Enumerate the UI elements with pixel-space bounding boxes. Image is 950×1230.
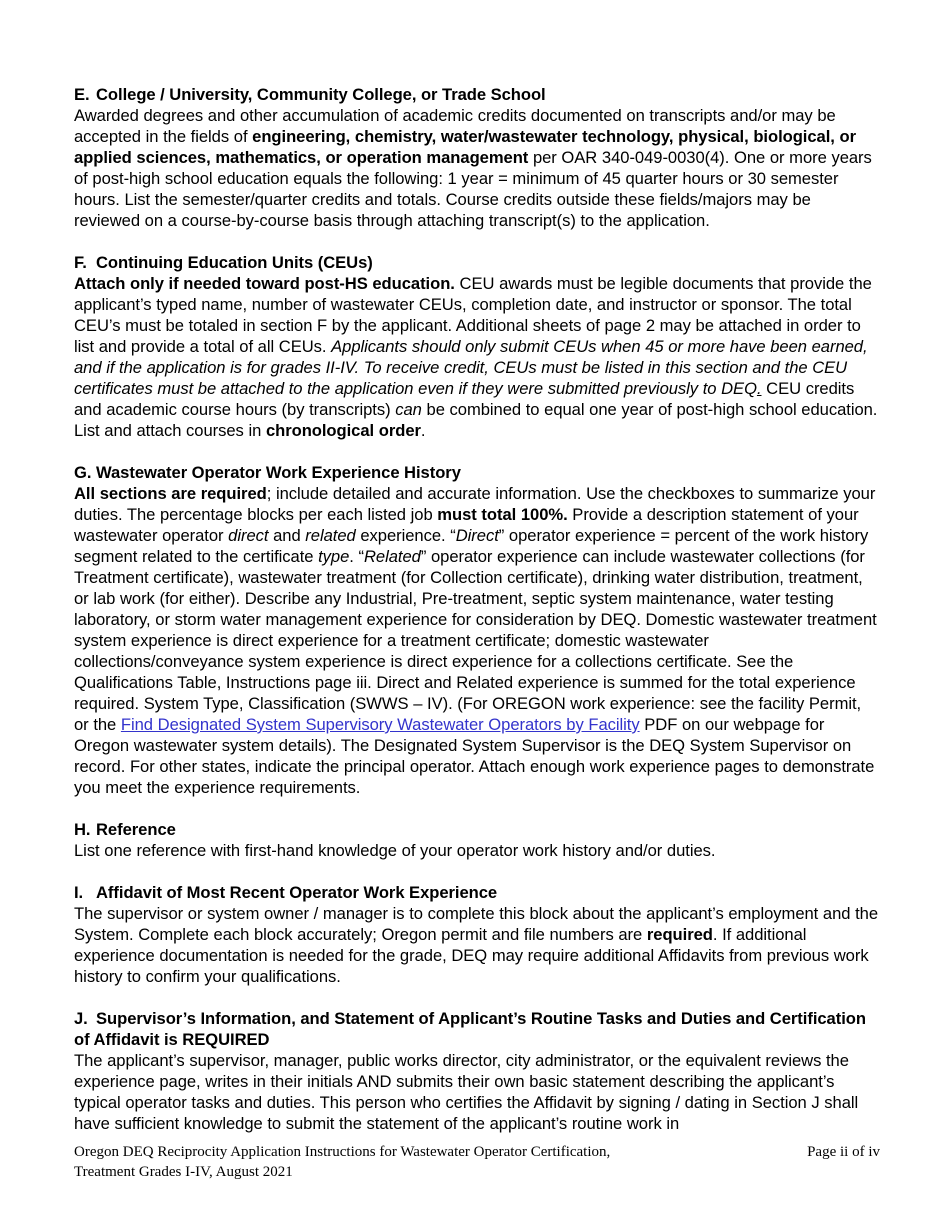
section-g-bold-total: must total 100%.	[437, 505, 568, 524]
section-j-letter: J.	[74, 1009, 88, 1028]
section-g-bold-required: All sections are required	[74, 484, 267, 503]
section-g-text-7: ” operator experience can include wastewater collections (for Treatment certificate), wastewater treatment (for Collection certificate), drinking water distribution, treatment, or lab work (for either). Describe any Industrial, Pre-treatment, septic system maintenance, water testing laboratory, or storm water management experience for consideration by DEQ. Domestic wastewater treatment system experience is direct experience for a treatment certificate; domestic wastewater collections/conveyance system experience is direct experience for a collections certificate. See the Qualifications Table, Instructions page iii. Direct and Related experience is summed for the total experience required. System Type, Classification (SWWS – IV). (For OREGON work experience: see the facility Permit, or the	[74, 547, 877, 734]
section-h-heading	[74, 819, 880, 840]
find-designated-system-supervisors-link[interactable]: Find Designated System Supervisory Wastewater Operators by Facility	[120, 715, 640, 734]
section-f-text-2: CEU credits and academic course hours (by transcripts)	[74, 379, 855, 419]
section-f-italic-can: can	[395, 400, 422, 419]
section-g-italic-direct-quoted: Direct	[455, 526, 499, 545]
section-f-letter: F.	[74, 253, 87, 272]
section-g	[74, 462, 880, 798]
section-g-text-5: ” operator experience = percent of the work history segment related to the certificate	[74, 526, 869, 566]
section-e	[74, 84, 880, 231]
section-i-paragraph	[74, 903, 880, 987]
section-e-bold-fields: engineering, chemistry, water/wastewater technology, physical, biological, or applied sciences, mathematics, or operation management	[74, 127, 856, 167]
section-f-paragraph	[74, 273, 880, 441]
section-i-text-1: The supervisor or system owner / manager is to complete this block about the applicant’s employment and the System. Complete each block accurately; Oregon permit and file numbers are	[74, 904, 879, 944]
section-f-italic-note: Applicants should only submit CEUs when 45 or more have been earned, and if the application is for grades II-IV. To receive credit, CEUs must be listed in this section and the CEU certificates must be attached to the application even if they were submitted previously to DEQ	[74, 337, 868, 398]
section-e-text-2: per OAR 340-049-0030(4). One or more years of post-high school education equals the following: 1 year = minimum of 45 quarter hours or 30 semester hours. List the semester/quarter credits and totals. Course credits outside these fields/majors may be reviewed on a course-by-course basis through attaching transcript(s) to the application.	[74, 148, 872, 230]
section-i	[74, 882, 880, 987]
section-g-title: Wastewater Operator Work Experience History	[96, 463, 461, 482]
section-g-italic-related: related	[305, 526, 356, 545]
section-g-text-4: experience. “	[355, 526, 456, 545]
section-g-text-3: and	[268, 526, 306, 545]
footer-line-2: Treatment Grades I-IV, August 2021	[74, 1163, 293, 1180]
section-g-italic-direct: direct	[228, 526, 269, 545]
section-h	[74, 819, 880, 861]
section-h-title: Reference	[96, 820, 176, 839]
section-e-text-1: Awarded degrees and other accumulation of academic credits documented on transcripts and/or may be accepted in the fields of	[74, 106, 836, 146]
section-g-italic-type: type	[318, 547, 350, 566]
section-g-text-8: PDF on our webpage for Oregon wastewater system details). The Designated System Supervisor is the DEQ System Supervisor on record. For other states, indicate the principal operator. Attach enough work experience pages to demonstrate you meet the experience requirements.	[74, 715, 875, 797]
section-j-title: Supervisor’s Information, and Statement of Applicant’s Routine Tasks and Duties and Certification of Affidavit is REQUIRED	[74, 1009, 866, 1049]
footer-document-title	[74, 1143, 610, 1182]
section-g-italic-related-quoted: Related	[363, 547, 421, 566]
footer-line-1: Oregon DEQ Reciprocity Application Instructions for Wastewater Operator Certification,	[74, 1144, 611, 1160]
document-body	[74, 84, 880, 1134]
section-e-paragraph	[74, 105, 880, 231]
page-footer	[74, 1143, 880, 1182]
section-f-text-3: be combined to equal one year of post-high school education. List and attach courses in	[74, 400, 878, 440]
section-f-heading	[74, 252, 880, 273]
section-e-letter: E.	[74, 85, 90, 104]
section-j-heading	[74, 1008, 880, 1050]
section-i-bold-required: required	[646, 925, 713, 944]
section-f-bold-chronological: chronological order	[265, 421, 421, 440]
section-g-paragraph	[74, 483, 880, 798]
section-g-letter: G.	[74, 463, 92, 482]
footer-page-number: Page ii of iv	[807, 1144, 880, 1160]
section-f-italic-underline-period: .	[756, 379, 762, 398]
section-j	[74, 1008, 880, 1134]
section-i-heading	[74, 882, 880, 903]
section-i-letter: I.	[74, 883, 84, 902]
section-f-bold-attach: Attach only if needed toward post-HS education.	[74, 274, 455, 293]
section-h-letter: H.	[74, 820, 91, 839]
section-j-paragraph: The applicant’s supervisor, manager, public works director, city administrator, or the equivalent reviews the experience page, writes in their initials AND submits their own basic statement describing the applicant’s typical operator tasks and duties. This person who certifies the Affidavit by signing / dating in Section J shall have sufficient knowledge to submit the statement of the applicant’s routine work in	[74, 1051, 859, 1133]
section-g-text-6: . “	[349, 547, 364, 566]
section-g-text-2: Provide a description statement of your wastewater operator	[74, 505, 859, 545]
section-e-title: College / University, Community College, or Trade School	[96, 85, 546, 104]
section-f-title: Continuing Education Units (CEUs)	[96, 253, 373, 272]
section-e-heading	[74, 84, 880, 105]
section-h-paragraph: List one reference with first-hand knowledge of your operator work history and/or duties.	[74, 841, 716, 860]
section-i-text-2: . If additional experience documentation is needed for the grade, DEQ may require additional Affidavits from previous work history to confirm your qualifications.	[74, 925, 869, 986]
section-g-heading	[74, 462, 880, 483]
section-i-title: Affidavit of Most Recent Operator Work Experience	[96, 883, 498, 902]
section-g-text-1: ; include detailed and accurate information. Use the checkboxes to summarize your duties. The percentage blocks per each listed job	[74, 484, 876, 524]
section-f-text-1: CEU awards must be legible documents that provide the applicant’s typed name, number of wastewater CEUs, completion date, and instructor or sponsor. The total CEU’s must be totaled in section F by the applicant. Additional sheets of page 2 may be attached in order to list and provide a total of all CEUs.	[74, 274, 872, 356]
section-f	[74, 252, 880, 441]
section-f-text-4: .	[420, 421, 426, 440]
